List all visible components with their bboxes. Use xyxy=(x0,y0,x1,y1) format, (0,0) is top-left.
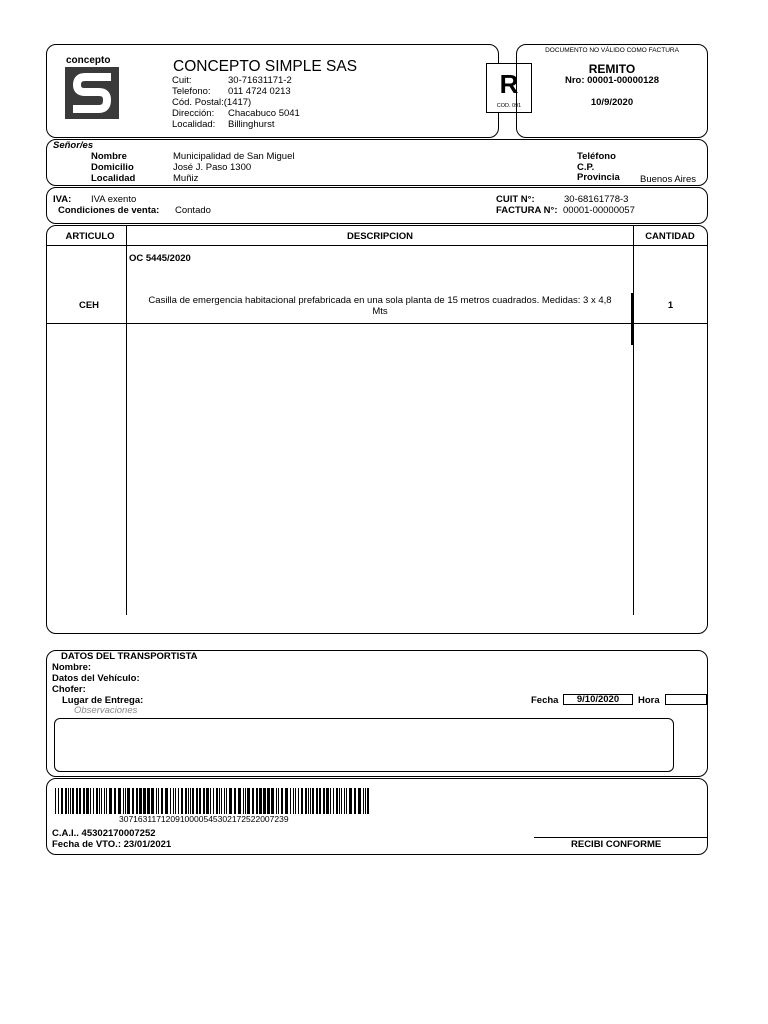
barcode-bar xyxy=(285,788,288,814)
barcode-bar xyxy=(203,788,205,814)
header-divider xyxy=(47,245,707,246)
barcode-bar xyxy=(290,788,291,814)
issuer-field-label: Telefono: xyxy=(172,86,211,97)
company-name: CONCEPTO SIMPLE SAS xyxy=(173,58,358,75)
issuer-field-row xyxy=(172,98,251,108)
barcode-bar xyxy=(104,788,105,814)
conditions-label: Condiciones de venta: xyxy=(58,205,160,216)
barcode-bar xyxy=(358,788,361,814)
barcode-bar xyxy=(185,788,187,814)
barcode-bar xyxy=(147,788,150,814)
conditions-value: Contado xyxy=(175,205,211,216)
barcode-bar xyxy=(173,788,174,814)
barcode-bar xyxy=(219,788,220,814)
barcode-bar xyxy=(86,788,89,814)
issuer-box xyxy=(46,44,499,138)
row-description-line2: Mts xyxy=(372,306,388,317)
client-address-label: Domicilio xyxy=(91,162,134,173)
barcode-bar xyxy=(365,788,366,814)
transport-time-label: Hora xyxy=(638,695,660,706)
transport-delivery-label: Lugar de Entrega: xyxy=(62,695,144,706)
barcode-bar xyxy=(213,788,214,814)
barcode-bar xyxy=(199,788,201,814)
observations-field[interactable] xyxy=(54,718,674,772)
client-locality: Muñiz xyxy=(173,173,199,184)
barcode-bar xyxy=(259,788,262,814)
barcode-bar xyxy=(323,788,325,814)
issuer-field-value: (1417) xyxy=(223,97,252,108)
barcode-bar xyxy=(245,788,246,814)
issuer-field-label: Localidad: xyxy=(172,119,216,130)
barcode-bar xyxy=(114,788,116,814)
company-logo xyxy=(65,67,119,119)
barcode-bar xyxy=(170,788,171,814)
barcode-bar xyxy=(109,788,112,814)
issuer-field-row xyxy=(172,109,300,119)
transport-title: DATOS DEL TRANSPORTISTA xyxy=(61,651,198,662)
barcode-bar xyxy=(243,788,244,814)
iva-label: IVA: xyxy=(53,194,72,205)
barcode-bar xyxy=(90,788,91,814)
cuit-label: CUIT N°: xyxy=(496,194,535,205)
barcode-bar xyxy=(158,788,159,814)
client-locality-label: Localidad xyxy=(91,173,136,184)
barcode-bar xyxy=(276,788,277,814)
barcode-bar xyxy=(99,788,100,814)
col-divider-1 xyxy=(126,226,127,615)
barcode-bar xyxy=(72,788,74,814)
barcode-bar xyxy=(339,788,340,814)
client-cp-label: C.P. xyxy=(577,162,595,173)
barcode-bar xyxy=(226,788,227,814)
barcode-bar xyxy=(295,788,296,814)
expiry-date: Fecha de VTO.: 23/01/2021 xyxy=(52,839,172,850)
issuer-field-row xyxy=(172,120,274,130)
barcode-bar xyxy=(165,788,168,814)
barcode-bar xyxy=(293,788,294,814)
logo-text: concepto xyxy=(66,55,111,66)
issuer-field-row xyxy=(172,87,291,97)
barcode-bar xyxy=(271,788,274,814)
doc-type-letter: R xyxy=(499,69,519,99)
document-title: REMITO xyxy=(588,62,636,76)
barcode-bar xyxy=(151,788,154,814)
barcode-bar xyxy=(192,788,194,814)
barcode-bar xyxy=(349,788,352,814)
barcode-number: 30716311712091000054530217252200723​9 xyxy=(119,814,289,824)
transport-date: 9/10/2020 xyxy=(576,694,620,705)
barcode-bar xyxy=(190,788,191,814)
barcode-bar xyxy=(341,788,342,814)
issuer-field-label: Cuit: xyxy=(172,75,192,86)
client-phone-label: Teléfono xyxy=(577,151,616,162)
barcode-bar xyxy=(281,788,283,814)
barcode-bar xyxy=(305,788,307,814)
barcode-bar xyxy=(319,788,321,814)
barcode-bar xyxy=(178,788,179,814)
barcode-bar xyxy=(70,788,71,814)
footer-box xyxy=(46,778,708,855)
barcode-bar xyxy=(210,788,211,814)
invoice-label: FACTURA N°: xyxy=(496,205,558,216)
client-box xyxy=(46,139,708,186)
transport-time-field[interactable] xyxy=(665,694,707,705)
barcode-bar xyxy=(123,788,124,814)
observations-label: Observaciones xyxy=(74,705,138,716)
barcode-bar xyxy=(278,788,279,814)
barcode-bar xyxy=(96,788,98,814)
barcode-bar xyxy=(55,788,56,814)
barcode-bar xyxy=(139,788,142,814)
barcode-bar xyxy=(65,788,67,814)
barcode-bar xyxy=(301,788,303,814)
barcode-bar xyxy=(156,788,157,814)
row-divider xyxy=(47,323,707,324)
barcode-bar xyxy=(93,788,94,814)
tax-box xyxy=(46,187,708,224)
document-box xyxy=(516,44,708,138)
items-table xyxy=(46,225,708,634)
row-article: CEH xyxy=(78,300,100,311)
barcode-bar xyxy=(267,788,270,814)
barcode-bar xyxy=(344,788,345,814)
barcode-bar xyxy=(298,788,299,814)
barcode-bar xyxy=(79,788,81,814)
barcode-bar xyxy=(252,788,254,814)
issuer-field-value: 30-71631171-2 xyxy=(228,75,292,86)
client-section-label: Señor/es xyxy=(53,140,94,151)
barcode xyxy=(55,788,369,814)
barcode-bar xyxy=(83,788,85,814)
barcode-bar xyxy=(316,788,318,814)
cuit-value: 30-68161778-3 xyxy=(564,194,629,205)
barcode-bar xyxy=(308,788,309,814)
header-descripcion: DESCRIPCION xyxy=(347,231,413,242)
issuer-field-value: Chacabuco 5041 xyxy=(228,108,300,119)
barcode-bar xyxy=(136,788,138,814)
row-quantity: 1 xyxy=(667,300,674,311)
issuer-field-value: 011 4724 0213 xyxy=(228,86,291,97)
barcode-bar xyxy=(367,788,369,814)
doc-type-code: COD. 091 xyxy=(496,103,522,109)
client-name: Municipalidad de San Miguel xyxy=(173,151,295,162)
barcode-bar xyxy=(326,788,329,814)
barcode-bar xyxy=(224,788,225,814)
barcode-bar xyxy=(101,788,102,814)
barcode-bar xyxy=(196,788,198,814)
transport-date-label: Fecha xyxy=(531,695,559,706)
barcode-bar xyxy=(336,788,338,814)
barcode-bar xyxy=(354,788,356,814)
issuer-field-label: Cód. Postal: xyxy=(172,97,224,108)
order-ref: OC 5445/2020 xyxy=(129,253,191,264)
signature-line xyxy=(534,837,707,838)
transport-name-label: Nombre: xyxy=(52,662,92,673)
transport-vehicle-label: Datos del Vehículo: xyxy=(52,673,140,684)
header-articulo: ARTICULO xyxy=(65,231,115,242)
barcode-bar xyxy=(238,788,241,814)
row-description-line1: Casilla de emergencia habitacional prefabricada en una sola planta de 15 metros cuadrados. Medidas: 3 x 4,8 xyxy=(148,295,612,306)
col-divider-2 xyxy=(633,226,634,615)
barcode-bar xyxy=(127,788,130,814)
barcode-bar xyxy=(76,788,78,814)
barcode-bar xyxy=(132,788,134,814)
transport-date-field[interactable] xyxy=(563,694,633,705)
invoice-value: 00001-00000057 xyxy=(563,205,635,216)
barcode-bar xyxy=(333,788,334,814)
barcode-bar xyxy=(161,788,163,814)
barcode-bar xyxy=(216,788,218,814)
client-name-label: Nombre xyxy=(91,151,127,162)
barcode-bar xyxy=(118,788,121,814)
barcode-bar xyxy=(68,788,69,814)
barcode-bar xyxy=(346,788,347,814)
barcode-bar xyxy=(181,788,183,814)
document-date: 10/9/2020 xyxy=(590,97,634,108)
barcode-bar xyxy=(106,788,107,814)
transport-box xyxy=(46,650,708,777)
iva-value: IVA exento xyxy=(91,194,137,205)
document-notice: DOCUMENTO NO VÁLIDO COMO FACTURA xyxy=(545,47,679,54)
barcode-bar xyxy=(206,788,209,814)
cai: C.A.I.. 45302170007252 xyxy=(52,828,156,839)
barcode-bar xyxy=(256,788,258,814)
client-address: José J. Paso 1300 xyxy=(173,162,252,173)
barcode-bar xyxy=(263,788,266,814)
barcode-bar xyxy=(143,788,146,814)
barcode-bar xyxy=(125,788,126,814)
barcode-bar xyxy=(247,788,250,814)
barcode-bar xyxy=(221,788,222,814)
barcode-bar xyxy=(312,788,314,814)
barcode-bar xyxy=(175,788,176,814)
barcode-bar xyxy=(363,788,364,814)
barcode-bar xyxy=(330,788,331,814)
client-province-label: Provincia xyxy=(577,172,620,183)
barcode-bar xyxy=(61,788,63,814)
issuer-field-value: Billinghurst xyxy=(228,119,275,130)
received-label: RECIBI CONFORME xyxy=(571,839,662,850)
header-cantidad: CANTIDAD xyxy=(645,231,695,242)
barcode-bar xyxy=(188,788,189,814)
transport-driver-label: Chofer: xyxy=(52,684,86,695)
issuer-field-row xyxy=(172,76,292,86)
row-description xyxy=(128,295,632,317)
barcode-bar xyxy=(229,788,232,814)
barcode-bar xyxy=(310,788,311,814)
barcode-bar xyxy=(58,788,59,814)
document-number: Nro: 00001-00000128 xyxy=(564,75,659,86)
client-province: Buenos Aires xyxy=(640,174,696,185)
issuer-field-label: Dirección: xyxy=(172,108,215,119)
barcode-bar xyxy=(234,788,236,814)
